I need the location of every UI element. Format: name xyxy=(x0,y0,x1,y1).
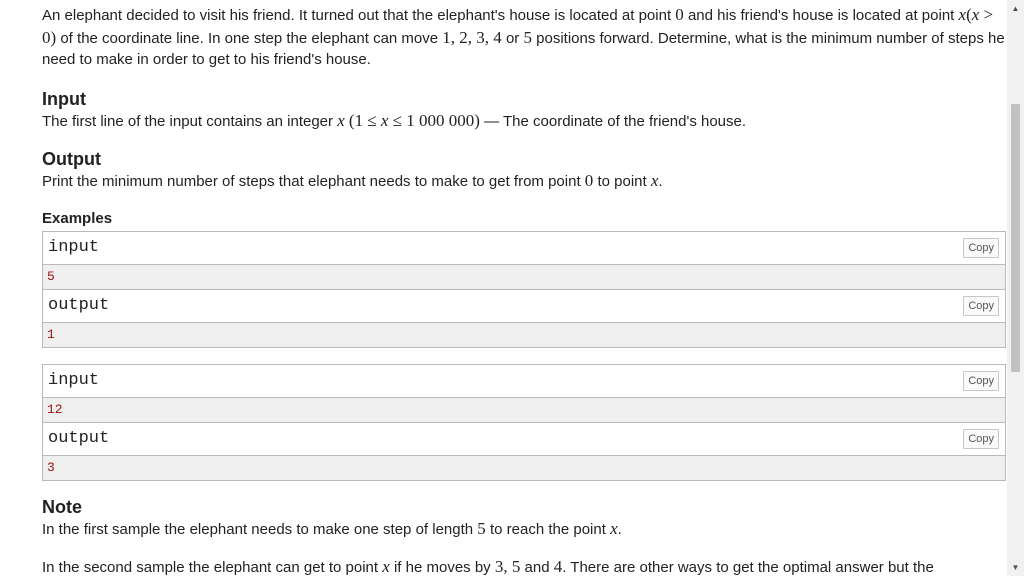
statement-paragraph xyxy=(42,4,1006,71)
statement-text: or xyxy=(505,29,520,47)
example-input-data: 5 xyxy=(43,265,1005,290)
math-zero: 0 xyxy=(584,171,594,190)
example-output-data: 3 xyxy=(43,456,1005,480)
math-moves: 1, 2, 3, 4 xyxy=(442,27,502,47)
example-input-header xyxy=(43,365,1005,398)
output-text: . xyxy=(658,173,663,190)
math-zero: 0 xyxy=(42,27,51,47)
scroll-down-arrow-icon[interactable]: ▼ xyxy=(1011,563,1020,572)
math-x: x xyxy=(610,518,618,538)
example-input-label: input xyxy=(48,238,100,257)
note-text: to reach the point xyxy=(489,520,606,538)
example-output-header xyxy=(43,290,1005,323)
page-scrollbar[interactable] xyxy=(1007,0,1024,576)
example-input-label: input xyxy=(48,371,100,390)
note-title: Note xyxy=(42,496,82,517)
note-text: if he moves by xyxy=(393,559,491,576)
example-output-label: output xyxy=(48,296,110,315)
example-output-data: 1 xyxy=(43,323,1005,347)
example-input-header xyxy=(43,232,1005,265)
examples-title: Examples xyxy=(42,209,113,227)
math-five: 5 xyxy=(523,27,532,47)
math-x: x xyxy=(958,5,967,24)
copy-button[interactable]: Copy xyxy=(963,371,999,391)
math-zero: 0 xyxy=(675,5,684,24)
copy-button[interactable]: Copy xyxy=(963,238,999,258)
math-paren: ( xyxy=(966,5,972,24)
scrollbar-thumb[interactable] xyxy=(1011,104,1020,372)
output-title: Output xyxy=(42,149,101,169)
math-moves: 3, 5 xyxy=(494,557,521,576)
note-paragraph-2 xyxy=(42,556,1006,579)
note-text: . There are other ways to get the optimal answer but the xyxy=(562,559,934,576)
math-five: 5 xyxy=(477,518,486,538)
input-text: The first line of the input contains an integer xyxy=(42,112,334,130)
output-text: to point xyxy=(597,173,647,190)
input-description xyxy=(42,110,1006,133)
math-x: x xyxy=(382,557,390,576)
input-title: Input xyxy=(42,88,86,109)
problem-statement xyxy=(42,0,1006,579)
output-text: Print the minimum number of steps that elephant needs to make to get from point xyxy=(42,173,581,190)
copy-button[interactable]: Copy xyxy=(963,296,999,316)
example-block xyxy=(42,231,1006,348)
example-output-label: output xyxy=(48,429,110,448)
copy-button[interactable]: Copy xyxy=(963,429,999,449)
statement-text: An elephant decided to visit his friend. It turned out that the elephant's house is located at point xyxy=(42,7,672,24)
math-range: ≤ 1 000 000) xyxy=(388,110,480,130)
input-text: — The coordinate of the friend's house. xyxy=(484,112,747,130)
math-x: x xyxy=(380,110,389,130)
math-four: 4 xyxy=(553,557,563,576)
note-text: . xyxy=(617,520,622,538)
statement-text: of the coordinate line. In one step the elephant can move xyxy=(60,29,439,47)
note-text: In the first sample the elephant needs to make one step of length xyxy=(42,520,474,538)
statement-text: and his friend's house is located at point xyxy=(687,7,955,24)
example-output-header xyxy=(43,423,1005,456)
math-gt: > xyxy=(979,5,994,24)
note-text: In the second sample the elephant can get to point xyxy=(42,559,379,576)
math-range: (1 ≤ xyxy=(348,110,381,130)
scroll-up-arrow-icon[interactable]: ▲ xyxy=(1011,4,1020,13)
math-x: x xyxy=(971,5,980,24)
output-description xyxy=(42,170,1006,193)
note-text: and xyxy=(524,559,550,576)
math-paren: ) xyxy=(50,27,57,47)
math-x: x xyxy=(650,171,659,190)
example-input-data: 12 xyxy=(43,398,1005,423)
note-paragraph-1 xyxy=(42,518,1006,541)
example-block xyxy=(42,364,1006,481)
statement-text: positions forward. Determine, what is the minimum number of steps he need to make in order to get to his friend's house. xyxy=(42,29,1005,68)
math-x: x xyxy=(337,110,345,130)
